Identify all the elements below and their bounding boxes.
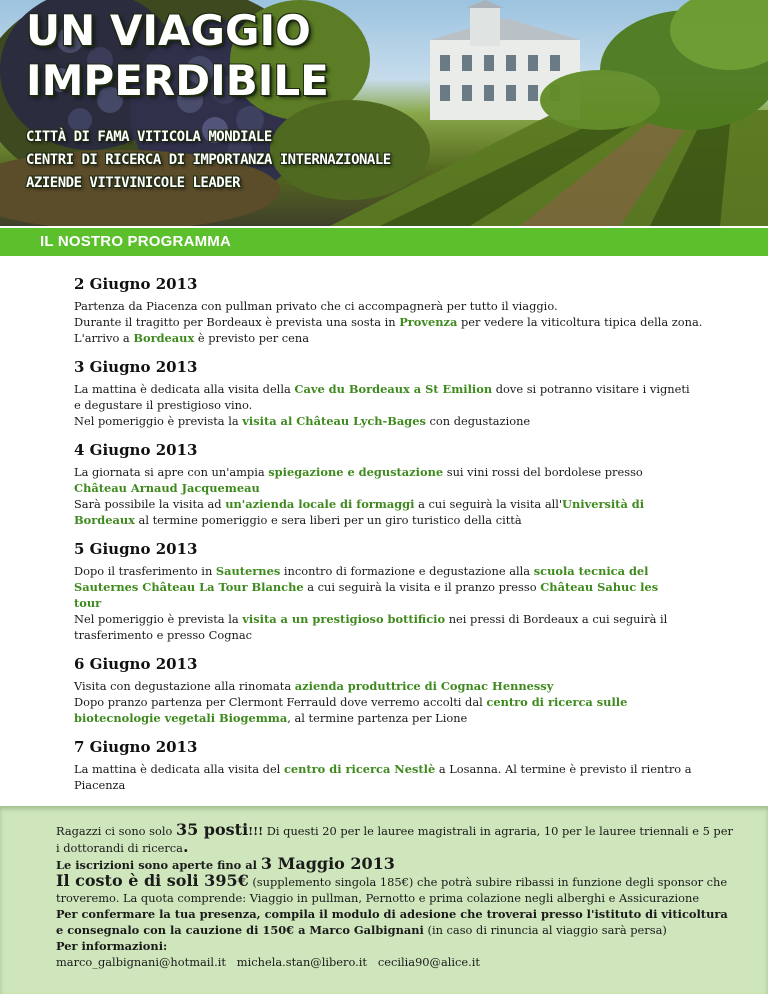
- day-highlight: un'azienda locale di formaggi: [225, 497, 415, 511]
- day-description: [74, 563, 714, 643]
- program-section-bar: [0, 228, 768, 256]
- program-day: [74, 274, 714, 346]
- info-text: Le iscrizioni sono aperte fino al: [56, 858, 261, 872]
- day-description: [74, 298, 714, 346]
- day-text: , al termine partenza per Lione: [287, 711, 468, 725]
- hero-title-line-1: UN VIAGGIO: [26, 6, 311, 55]
- day-highlight: Sauternes Château La Tour Blanche: [74, 580, 304, 594]
- day-text: La mattina è dedicata alla visita della: [74, 382, 295, 396]
- day-highlight: Château Sahuc les: [540, 580, 659, 594]
- program-section-title: IL NOSTRO PROGRAMMA: [40, 233, 232, 250]
- day-text: Dopo il trasferimento in: [74, 564, 216, 578]
- day-text: a Losanna. Al termine è previsto il rientro a: [435, 762, 692, 776]
- day-text: L'arrivo a: [74, 331, 134, 345]
- hero-banner: [0, 0, 768, 226]
- info-confirm: [56, 906, 736, 938]
- info-emails: [56, 954, 736, 970]
- program-day: [74, 357, 714, 429]
- program-day: [74, 539, 714, 643]
- day-date: 4 Giugno 2013: [74, 441, 198, 459]
- day-text: è previsto per cena: [194, 331, 310, 345]
- day-highlight: Sauternes: [215, 564, 281, 578]
- info-seats: [56, 822, 736, 856]
- info-text: !!!: [248, 824, 264, 838]
- info-contacts-label: Per informazioni:: [56, 939, 168, 953]
- day-date: 6 Giugno 2013: [74, 655, 198, 673]
- program-day: [74, 440, 714, 528]
- day-text: al termine pomeriggio e sera liberi per un giro turistico della città: [134, 513, 522, 527]
- hero-subtitle: CENTRI DI RICERCA DI IMPORTANZA INTERNAZIONALE: [26, 152, 391, 168]
- hero-title-line-2: IMPERDIBILE: [26, 56, 329, 105]
- day-text: incontro di formazione e degustazione alla: [280, 564, 534, 578]
- hero-subtitle-list: [26, 126, 391, 195]
- day-highlight: Bordeaux: [133, 331, 195, 345]
- info-text: (in caso di rinuncia al viaggio sarà persa): [423, 923, 667, 937]
- day-text: nei pressi di Bordeaux a cui seguirà il: [445, 612, 668, 626]
- day-description: [74, 678, 714, 726]
- day-text: trasferimento e presso Cognac: [74, 628, 253, 642]
- day-highlight: centro di ricerca Nestlè: [283, 762, 436, 776]
- day-highlight: visita a un prestigioso bottificio: [242, 612, 446, 626]
- day-date: 5 Giugno 2013: [74, 540, 198, 558]
- day-highlight: Bordeaux: [74, 513, 135, 527]
- program-day: [74, 737, 714, 793]
- day-highlight: Cave du Bordeaux a St Emilion: [294, 382, 493, 396]
- day-text: Durante il tragitto per Bordeaux è prevista una sosta in: [74, 315, 400, 329]
- day-text: Dopo pranzo partenza per Clermont Ferrauld dove verremo accolti dal: [74, 695, 487, 709]
- info-box: [0, 806, 768, 994]
- day-text: Piacenza: [74, 778, 126, 792]
- day-highlight: centro di ricerca sulle: [486, 695, 628, 709]
- hero-subtitle: CITTÀ DI FAMA VITICOLA MONDIALE: [26, 129, 272, 145]
- day-date: 2 Giugno 2013: [74, 275, 198, 293]
- day-description: [74, 761, 714, 793]
- day-description: [74, 381, 714, 429]
- seats-count: 35 posti: [175, 820, 249, 839]
- email-link[interactable]: cecilia90@alice.it: [377, 955, 480, 969]
- day-text: La giornata si apre con un'ampia: [74, 465, 269, 479]
- cost-headline: Il costo è di soli 395€: [56, 871, 249, 890]
- day-text: La mattina è dedicata alla visita del: [74, 762, 284, 776]
- email-link[interactable]: marco_galbignani@hotmail.it: [56, 955, 226, 969]
- day-highlight: spiegazione e degustazione: [268, 465, 444, 479]
- info-text: .: [182, 837, 189, 856]
- day-text: a cui seguirà la visita all': [414, 497, 563, 511]
- info-content: [56, 822, 736, 970]
- day-text: dove si potranno visitare i vigneti: [492, 382, 690, 396]
- info-text: Di questi 20 per le lauree magistrali in agraria, 10 per le lauree triennali e 5 per i dottorandi di ricerca: [56, 824, 733, 855]
- day-text: Partenza da Piacenza con pullman privato che ci accompagnerà per tutto il viaggio.: [74, 299, 558, 313]
- day-description: [74, 464, 714, 528]
- confirm-instructions: Per confermare la tua presenza, compila il modulo di adesione che troverai presso l'istituto di viticoltura e consegnalo con la cauzione di 150€ a Marco Galbignani: [56, 907, 728, 937]
- program-list: [74, 274, 714, 804]
- day-text: Visita con degustazione alla rinomata: [74, 679, 295, 693]
- program-day: [74, 654, 714, 726]
- day-text: con degustazione: [425, 414, 531, 428]
- day-highlight: Provenza: [399, 315, 458, 329]
- day-highlight: azienda produttrice di Cognac Hennessy: [294, 679, 554, 693]
- info-text: Ragazzi ci sono solo: [56, 824, 176, 838]
- email-link[interactable]: michela.stan@libero.it: [236, 955, 367, 969]
- day-text: a cui seguirà la visita e il pranzo presso: [303, 580, 541, 594]
- deadline-date: 3 Maggio 2013: [260, 854, 395, 873]
- info-cost: [56, 873, 736, 906]
- day-highlight: tour: [74, 596, 102, 610]
- day-highlight: Château Arnaud Jacquemeau: [74, 481, 260, 495]
- day-date: 3 Giugno 2013: [74, 358, 198, 376]
- hero-title: [26, 6, 329, 106]
- day-highlight: Università di: [562, 497, 645, 511]
- day-highlight: scuola tecnica del: [533, 564, 649, 578]
- day-text: Nel pomeriggio è prevista la: [74, 612, 243, 626]
- day-text: Sarà possibile la visita ad: [74, 497, 226, 511]
- hero-subtitle: AZIENDE VITIVINICOLE LEADER: [26, 175, 241, 191]
- day-text: Nel pomeriggio è prevista la: [74, 414, 243, 428]
- day-highlight: visita al Château Lych-Bages: [242, 414, 426, 428]
- day-date: 7 Giugno 2013: [74, 738, 198, 756]
- day-text: per vedere la viticoltura tipica della zona.: [457, 315, 703, 329]
- day-text: e degustare il prestigioso vino.: [74, 398, 253, 412]
- day-text: sui vini rossi del bordolese presso: [443, 465, 643, 479]
- day-highlight: biotecnologie vegetali Biogemma: [74, 711, 288, 725]
- info-text: (supplemento singola 185€) che potrà subire ribassi in funzione degli sponsor che troveremo. La quota comprende: Viaggio in pullman, Pernotto e prima colazione negli alberghi e Assicurazione: [56, 875, 728, 905]
